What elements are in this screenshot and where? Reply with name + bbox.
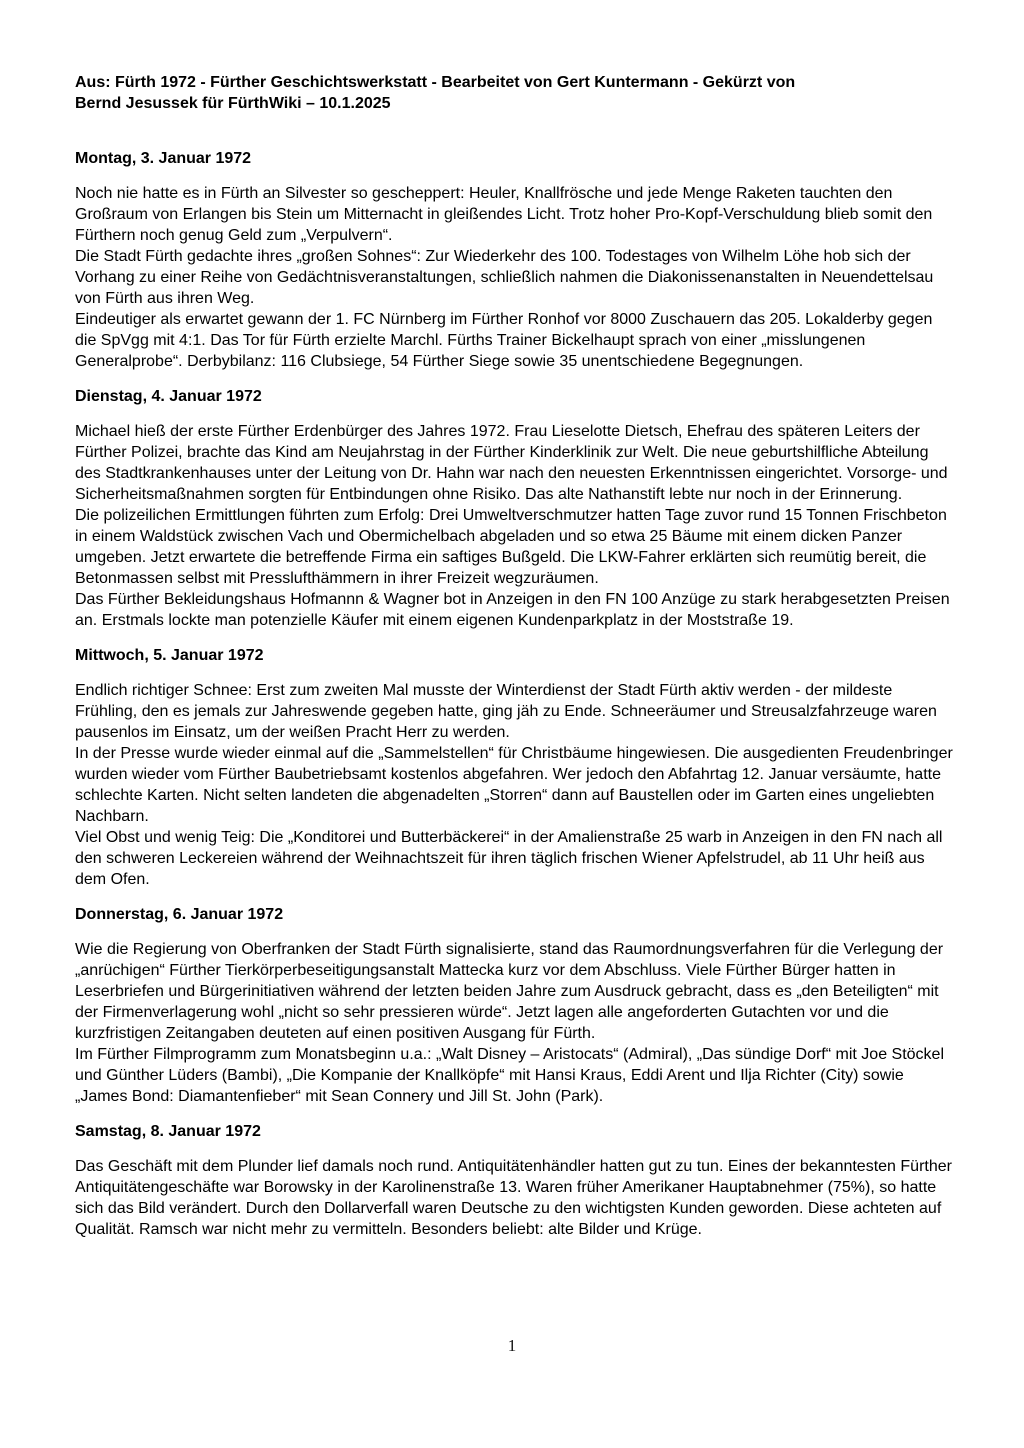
paragraph: Eindeutiger als erwartet gewann der 1. FC Nürnberg im Fürther Ronhof vor 8000 Zuschauern das 205. Lokalderby gegen die SpVgg mit 4:1. Das Tor für Fürth erzielte Marchl. Fürths Trainer Bickelhaupt sprach von einer „misslungenen Generalprobe“. Derbybilanz: 116 Clubsiege, 54 Fürther Siege sowie 35 unentschiedene Begegnungen. [75,311,933,370]
day-heading: Dienstag, 4. Januar 1972 [75,388,262,405]
day-heading: Mittwoch, 5. Januar 1972 [75,647,264,664]
section-samstag-8-januar [75,1121,956,1240]
paragraph: Im Fürther Filmprogramm zum Monatsbeginn u.a.: „Walt Disney – Aristocats“ (Admiral), „Das sündige Dorf“ mit Joe Stöckel und Günther Lüders (Bambi), „Die Kompanie der Knallköpfe“ mit Hansi Kraus, Eddi Arent und Ilja Richter (City) sowie „James Bond: Diamantenfieber“ mit Sean Connery und Jill St. John (Park). [75,1046,944,1105]
paragraph: Wie die Regierung von Oberfranken der Stadt Fürth signalisierte, stand das Raumordnungsverfahren für die Verlegung der „anrüchigen“ Fürther Tierkörperbeseitigungsanstalt Mattecka kurz vor dem Abschluss. Viele Fürther Bürger hatten in Leserbriefen und Bürgerinitiativen während der letzten beiden Jahre zum Ausdruck gebracht, dass es „den Beteiligten“ mit der Firmenverlagerung wohl „nicht so sehr pressieren würde“. Jetzt lagen alle angeforderten Gutachten vor und die kurzfristigen Zeitangaben deuteten auf einen positiven Ausgang für Fürth. [75,941,944,1042]
page-number: 1 [507,1336,517,1355]
paragraph: Noch nie hatte es in Fürth an Silvester so gescheppert: Heuler, Knallfrösche und jede Menge Raketen tauchten den Großraum von Erlangen bis Stein um Mitternacht in gleißendes Licht. Trotz hoher Pro-Kopf-Verschuldung blieb somit den Fürthern noch genug Geld zum „Verpulvern“. [75,185,933,244]
paragraph: Michael hieß der erste Fürther Erdenbürger des Jahres 1972. Frau Lieselotte Dietsch, Ehefrau des späteren Leiters der Fürther Polizei, brachte das Kind am Neujahrstag in der Fürther Kinderklinik zur Welt. Die neue geburtshilfliche Abteilung des Stadtkrankenhauses unter der Leitung von Dr. Hahn war nach den neuesten Erkenntnissen eingerichtet. Vorsorge- und Sicherheitsmaßnahmen sorgten für Entbindungen ohne Risiko. Das alte Nathanstift lebte nur noch in der Erinnerung. [75,423,948,503]
header-line-1: Aus: Fürth 1972 - Fürther Geschichtswerkstatt - Bearbeitet von Gert Kuntermann - Gekürzt von [75,74,796,91]
document-header [75,72,956,114]
section-mittwoch-5-januar [75,645,956,890]
day-heading: Montag, 3. Januar 1972 [75,150,252,167]
day-heading: Samstag, 8. Januar 1972 [75,1123,261,1140]
section-montag-3-januar [75,148,956,372]
paragraph: Die polizeilichen Ermittlungen führten zum Erfolg: Drei Umweltverschmutzer hatten Tage zuvor rund 15 Tonnen Frischbeton in einem Waldstück zwischen Vach und Obermichelbach abgeladen und so etwa 25 Bäume mit einem dicken Panzer umgeben. Jetzt erwartete die betreffende Firma ein saftiges Bußgeld. Die LKW-Fahrer erklärten sich reumütig bereit, die Betonmassen selbst mit Presslufthämmern in ihrer Freizeit wegzuräumen. [75,507,947,587]
paragraph: Die Stadt Fürth gedachte ihres „großen Sohnes“: Zur Wiederkehr des 100. Todestages von Wilhelm Löhe hob sich der Vorhang zu einer Reihe von Gedächtnisveranstaltungen, schließlich nahmen die Diakonissenanstalten in Neuendettelsau von Fürth aus ihren Weg. [75,248,934,307]
header-line-2: Bernd Jesussek für FürthWiki – 10.1.2025 [75,95,391,112]
paragraph: Viel Obst und wenig Teig: Die „Konditorei und Butterbäckerei“ in der Amalienstraße 25 warb in Anzeigen in den FN nach all den schweren Leckereien während der Weihnachtszeit für ihren täglich frischen Wiener Apfelstrudel, ab 11 Uhr heiß aus dem Ofen. [75,829,943,888]
paragraph: In der Presse wurde wieder einmal auf die „Sammelstellen“ für Christbäume hingewiesen. Die ausgedienten Freudenbringer wurden wieder vom Fürther Baubetriebsamt kostenlos abgefahren. Wer jedoch den Abfahrtag 12. Januar versäumte, hatte schlechte Karten. Nicht selten landeten die abgenadelten „Storren“ dann auf Baustellen oder im Garten eines ungeliebten Nachbarn. [75,745,953,825]
paragraph: Das Fürther Bekleidungshaus Hofmannn & Wagner bot in Anzeigen in den FN 100 Anzüge zu stark herabgesetzten Preisen an. Erstmals lockte man potenzielle Käufer mit einem eigenen Kundenparkplatz in der Moststraße 19. [75,591,950,629]
paragraph: Endlich richtiger Schnee: Erst zum zweiten Mal musste der Winterdienst der Stadt Fürth aktiv werden - der mildeste Frühling, den es jemals zur Jahreswende gegeben hatte, ging jäh zu Ende. Schneeräumer und Streusalzfahrzeuge waren pausenlos im Einsatz, um der weißen Pracht Herr zu werden. [75,682,937,741]
document-page [75,72,956,1254]
paragraph: Das Geschäft mit dem Plunder lief damals noch rund. Antiquitätenhändler hatten gut zu tun. Eines der bekanntesten Fürther Antiquitätengeschäfte war Borowsky in der Karolinenstraße 13. Waren früher Amerikaner Hauptabnehmer (75%), so hatte sich das Bild verändert. Durch den Dollarverfall waren Deutsche zu den wichtigsten Kunden geworden. Diese achteten auf Qualität. Ramsch war nicht mehr zu vermitteln. Besonders beliebt: alte Bilder und Krüge. [75,1158,952,1238]
section-dienstag-4-januar [75,386,956,631]
day-heading: Donnerstag, 6. Januar 1972 [75,906,284,923]
section-donnerstag-6-januar [75,904,956,1107]
